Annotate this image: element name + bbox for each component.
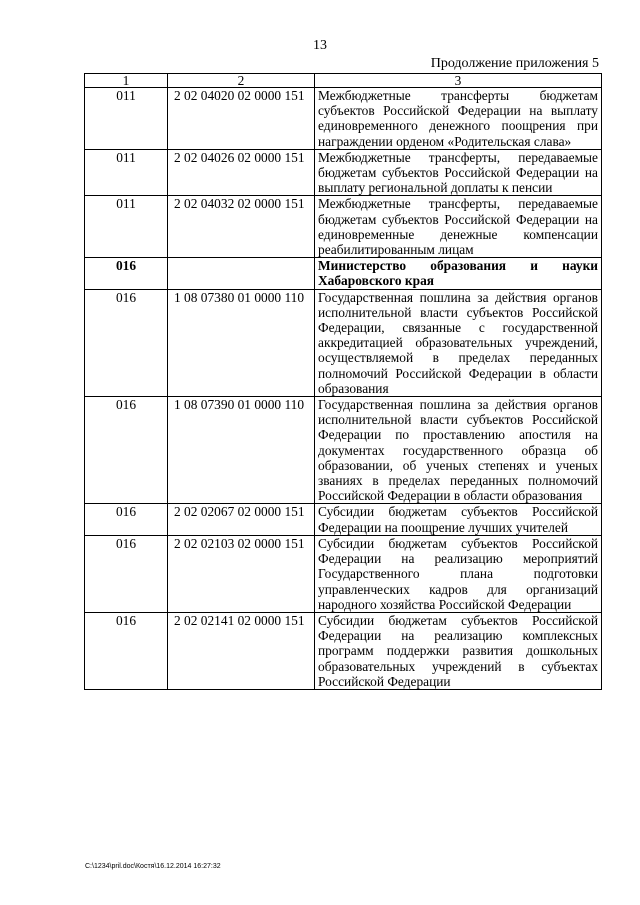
column-header-1: 1 bbox=[85, 74, 168, 88]
income-code-cell: 2 02 04032 02 0000 151 bbox=[168, 196, 315, 258]
income-code-cell: 2 02 02103 02 0000 151 bbox=[168, 535, 315, 612]
appendix-continuation-label: Продолжение приложения 5 bbox=[430, 56, 599, 71]
table-row bbox=[85, 258, 602, 289]
income-name-cell: Субсидии бюджетам субъектов Российской Федерации на поощрение лучших учителей bbox=[315, 504, 602, 535]
admin-code-cell: 011 bbox=[85, 196, 168, 258]
table-row bbox=[85, 149, 602, 196]
page-number: 13 bbox=[313, 38, 327, 53]
admin-code-cell: 016 bbox=[85, 397, 168, 504]
income-name-cell: Субсидии бюджетам субъектов Российской Федерации на реализацию комплексных программ поддержки развития дошкольных образовательных учреждений в субъектах Российской Федерации bbox=[315, 612, 602, 689]
income-code-cell: 2 02 04026 02 0000 151 bbox=[168, 149, 315, 196]
table-row bbox=[85, 535, 602, 612]
income-code-cell: 1 08 07390 01 0000 110 bbox=[168, 397, 315, 504]
table-row bbox=[85, 196, 602, 258]
file-path-footer: C:\1234\pril.doc\Костя\16.12.2014 16:27:32 bbox=[85, 863, 221, 870]
admin-code-cell: 011 bbox=[85, 149, 168, 196]
table-row bbox=[85, 612, 602, 689]
income-name-cell: Министерство образования и науки Хабаровского края bbox=[315, 258, 602, 289]
income-name-cell: Межбюджетные трансферты, передаваемые бюджетам субъектов Российской Федерации на единовременные денежные компенсации реабилитированным лицам bbox=[315, 196, 602, 258]
admin-code-cell: 016 bbox=[85, 612, 168, 689]
column-header-2: 2 bbox=[168, 74, 315, 88]
income-code-cell: 1 08 07380 01 0000 110 bbox=[168, 289, 315, 396]
income-code-cell: 2 02 02141 02 0000 151 bbox=[168, 612, 315, 689]
income-name-cell: Государственная пошлина за действия органов исполнительной власти субъектов Российской Федерации по проставлению апостиля на документах государственного образца об образовании, об ученых степенях и ученых званиях в пределах переданных полномочий Российской Федерации в области образования bbox=[315, 397, 602, 504]
table-row bbox=[85, 289, 602, 396]
table-row bbox=[85, 88, 602, 150]
admin-code-cell: 016 bbox=[85, 504, 168, 535]
income-code-cell: 2 02 04020 02 0000 151 bbox=[168, 88, 315, 150]
admin-code-cell: 016 bbox=[85, 258, 168, 289]
table-header-row bbox=[85, 74, 602, 88]
table-row bbox=[85, 504, 602, 535]
admin-code-cell: 011 bbox=[85, 88, 168, 150]
income-code-cell: 2 02 02067 02 0000 151 bbox=[168, 504, 315, 535]
admin-code-cell: 016 bbox=[85, 289, 168, 396]
income-name-cell: Государственная пошлина за действия органов исполнительной власти субъектов Российской Федерации, связанные с государственной аккредитацией образовательных учреждений, осуществляемой в пределах переданных полномочий Российской Федерации в области образования bbox=[315, 289, 602, 396]
column-header-3: 3 bbox=[315, 74, 602, 88]
admin-code-cell: 016 bbox=[85, 535, 168, 612]
budget-classification-table bbox=[84, 73, 602, 690]
table-row bbox=[85, 397, 602, 504]
income-name-cell: Межбюджетные трансферты, передаваемые бюджетам субъектов Российской Федерации на выплату региональной доплаты к пенсии bbox=[315, 149, 602, 196]
income-name-cell: Межбюджетные трансферты бюджетам субъектов Российской Федерации на выплату единовременного денежного поощрения при награждении орденом «Родительская слава» bbox=[315, 88, 602, 150]
income-code-cell bbox=[168, 258, 315, 289]
income-name-cell: Субсидии бюджетам субъектов Российской Федерации на реализацию мероприятий Государственного плана подготовки управленческих кадров для организаций народного хозяйства Российской Федерации bbox=[315, 535, 602, 612]
